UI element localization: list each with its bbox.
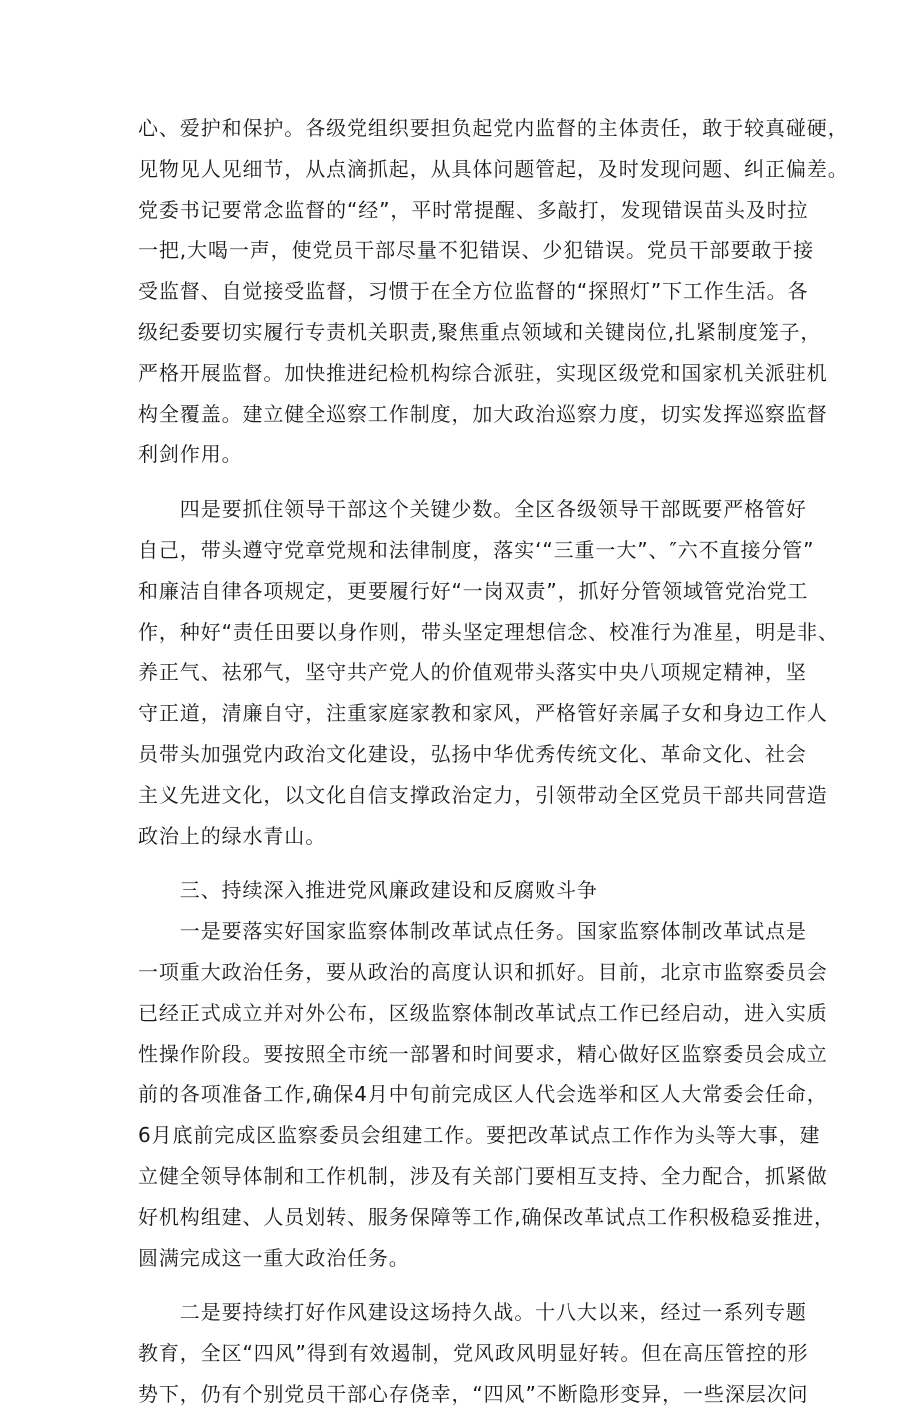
text-line: 立健全领导体制和工作机制，涉及有关部门要相互支持、全力配合，抓紧做 <box>138 1163 828 1188</box>
text-line: 受监督、自觉接受监督，习惯于在全方位监督的“探照灯”下工作生活。各 <box>138 279 809 304</box>
text-line: 圆满完成这一重大政治任务。 <box>138 1245 410 1270</box>
text-line: 势下，仍有个别党员干部心存侥幸，“四风”不断隐形变异，一些深层次问 <box>138 1381 809 1406</box>
section-heading: 三、持续深入推进党风廉政建设和反腐败斗争 <box>138 878 598 903</box>
text-line: 构全覆盖。建立健全巡察工作制度，加大政治巡察力度，切实发挥巡察监督 <box>138 401 828 426</box>
paragraph-gap <box>138 856 798 870</box>
text-line: 和廉洁自律各项规定，更要履行好“一岗双责”，抓好分管领域管党治党工 <box>138 578 809 603</box>
paragraph-gap <box>138 1278 798 1292</box>
text-line: 见物见人见细节，从点滴抓起，从具体问题管起，及时发现问题、纠正偏差。 <box>138 156 849 181</box>
paragraph-continuation <box>138 108 849 475</box>
text-line: 四是要抓住领导干部这个关键少数。全区各级领导干部既要严格管好 <box>138 497 807 522</box>
text-line: 作，种好“责任田要以身作则，带头坚定理想信念、校准行为准星，明是非、 <box>138 619 839 644</box>
text-line: 政治上的绿水青山。 <box>138 823 327 848</box>
text-line: 主义先进文化，以文化自信支撑政治定力，引领带动全区党员干部共同营造 <box>138 782 828 807</box>
paragraph-work-style <box>138 1292 809 1414</box>
text-line: 性操作阶段。要按照全市统一部署和时间要求，精心做好区监察委员会成立 <box>138 1041 828 1066</box>
text-line: 自己，带头遵守党章党规和法律制度，落实‘“三重一大”、″六不直接分管” <box>138 537 815 562</box>
text-line: 利剑作用。 <box>138 442 243 467</box>
text-line: 好机构组建、人员划转、服务保障等工作,确保改革试点工作积极稳妥推进， <box>138 1204 835 1229</box>
paragraph-gap <box>138 475 798 489</box>
text-line: 二是要持续打好作风建设这场持久战。十八大以来，经过一系列专题 <box>138 1300 807 1325</box>
text-line: 级纪委要切实履行专责机关职责,聚焦重点领域和关键岗位,扎紧制度笼子， <box>138 319 822 344</box>
text-line: 教育，全区“四风”得到有效遏制，党风政风明显好转。但在高压管控的形 <box>138 1341 809 1366</box>
text-line: 一是要落实好国家监察体制改革试点任务。国家监察体制改革试点是 <box>138 919 807 944</box>
paragraph-leading-cadres <box>138 489 839 856</box>
text-line: 养正气、祛邪气，坚守共产党人的价值观带头落实中央八项规定精神，坚 <box>138 660 807 685</box>
text-line: 6月底前完成区监察委员会组建工作。要把改革试点工作作为头等大事，建 <box>138 1123 821 1148</box>
paragraph-supervision-reform <box>138 911 835 1278</box>
text-line: 守正道，清廉自守，注重家庭家教和家风，严格管好亲属子女和身边工作人 <box>138 701 828 726</box>
text-line: 严格开展监督。加快推进纪检机构综合派驻，实现区级党和国家机关派驻机 <box>138 360 828 385</box>
text-line: 已经正式成立并对外公布，区级监察体制改革试点工作已经启动，进入实质 <box>138 1000 828 1025</box>
document-body <box>138 108 849 1415</box>
text-line: 前的各项准备工作,确保4月中旬前完成区人代会选举和区人大常委会任命， <box>138 1082 828 1107</box>
text-line: 一把,大喝一声，使党员干部尽量不犯错误、少犯错误。党员干部要敢于接 <box>138 238 815 263</box>
text-line: 一项重大政治任务，要从政治的高度认识和抓好。目前，北京市监察委员会 <box>138 959 828 984</box>
text-line: 员带头加强党内政治文化建设，弘扬中华优秀传统文化、革命文化、社会 <box>138 741 807 766</box>
text-line: 党委书记要常念监督的“经”，平时常提醒、多敲打，发现错误苗头及时拉 <box>138 197 809 222</box>
text-line: 心、爱护和保护。各级党组织要担负起党内监督的主体责任，敢于较真碰硬， <box>138 116 849 140</box>
